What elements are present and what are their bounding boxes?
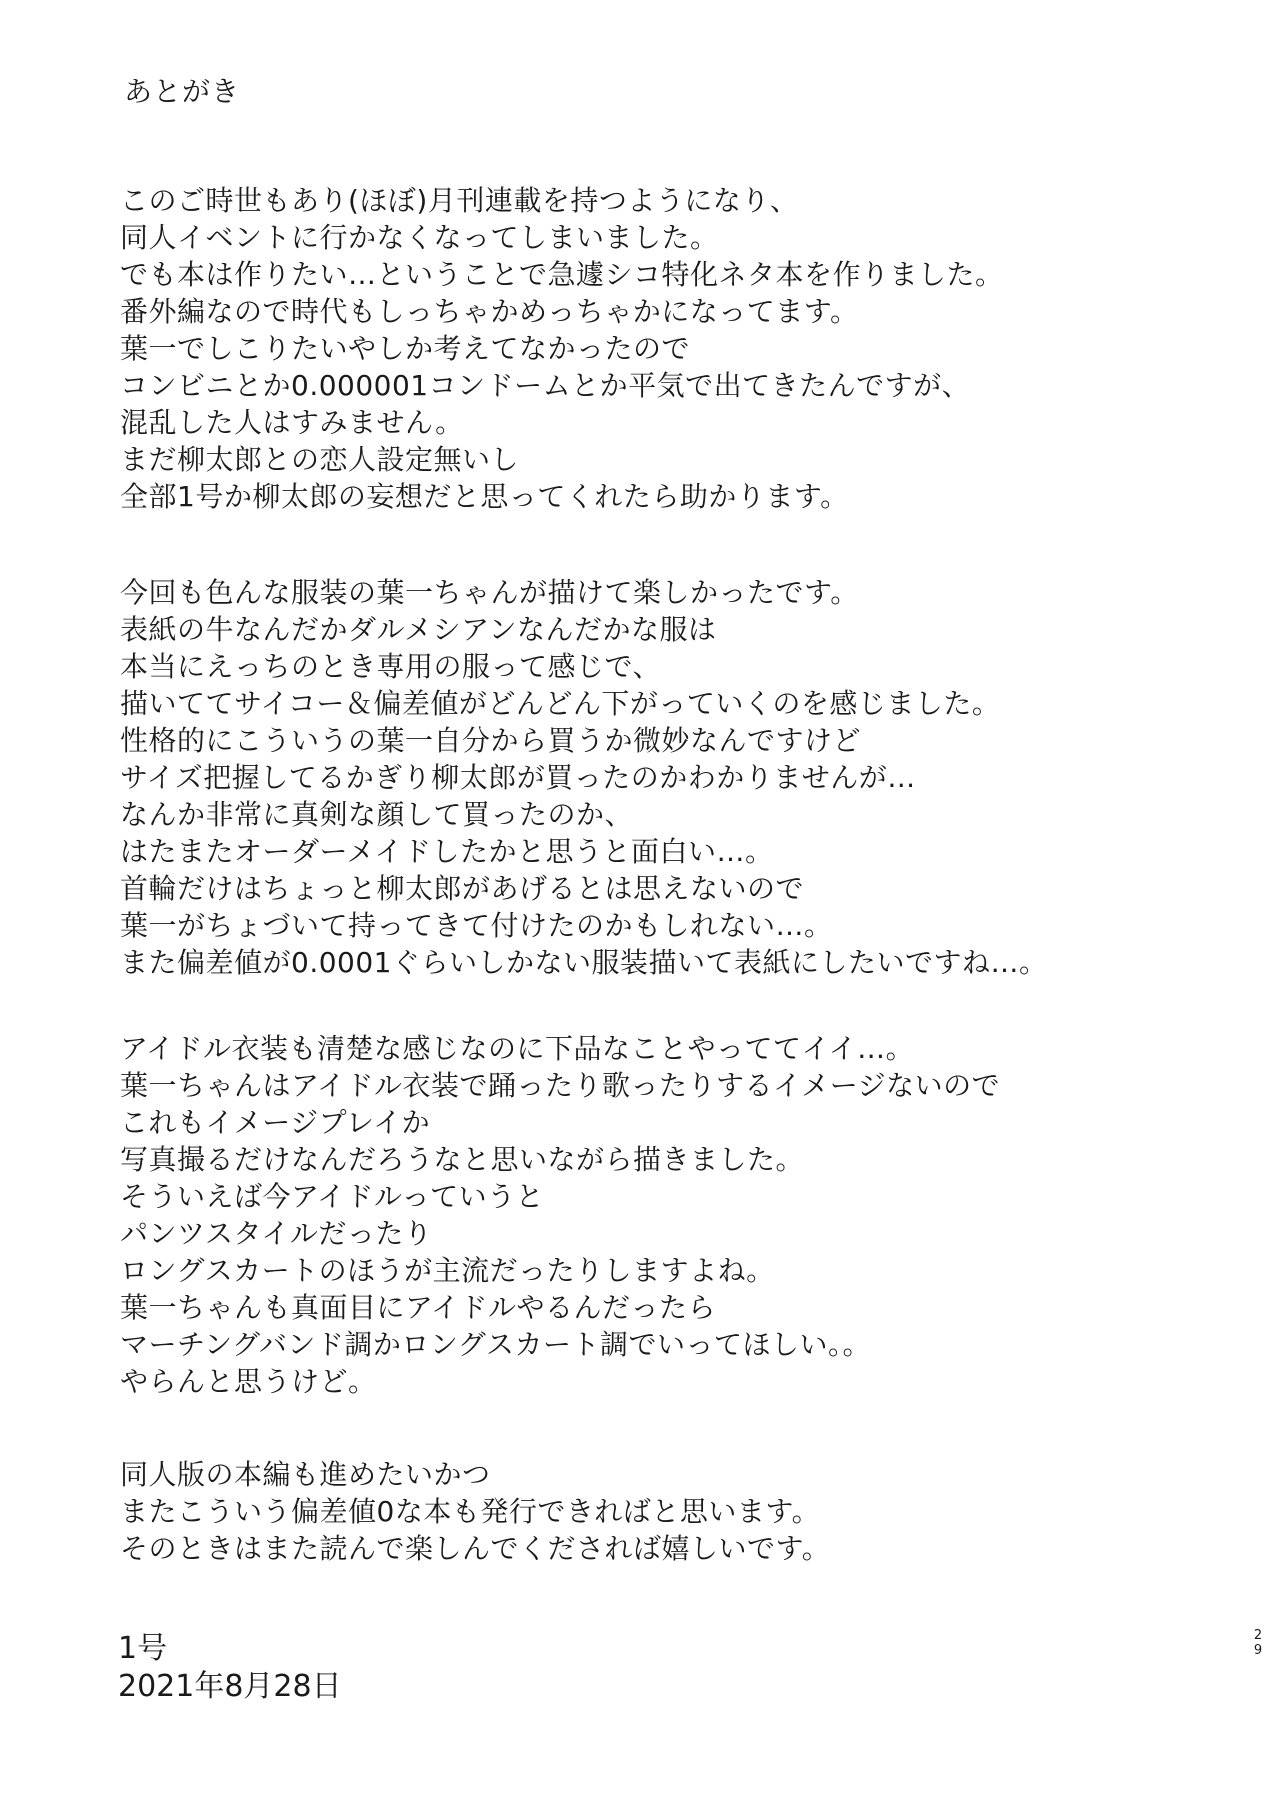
text-line: マーチングバンド調かロングスカート調でいってほしい。。 — [120, 1328, 872, 1361]
paragraph — [120, 182, 1004, 515]
paragraph — [120, 1030, 1000, 1400]
text-line: 番外編なので時代もしっちゃかめっちゃかになってます。 — [120, 295, 859, 328]
text-line: またこういう偏差値0な本も発行できればと思います。 — [120, 1495, 821, 1528]
text-line: 首輪だけはちょっと柳太郎があげるとは思えないので — [120, 872, 805, 905]
text-line: でも本は作りたい…ということで急遽シコ特化ネタ本を作りました。 — [120, 258, 1004, 291]
text-line: 描いててサイコー＆偏差値がどんどん下がっていくのを感じました。 — [120, 687, 1001, 720]
text-line: ロングスカートのほうが主流だったりしますよね。 — [120, 1254, 775, 1287]
text-line: コンビニとか0.000001コンドームとか平気で出てきたんですが、 — [120, 369, 971, 402]
text-line: そのときはまた読んで楽しんでくだされば嬉しいです。 — [120, 1532, 831, 1565]
text-line: アイドル衣装も清楚な感じなのに下品なことやっててイイ…。 — [120, 1032, 915, 1065]
text-line: これもイメージプレイか — [120, 1106, 431, 1139]
text-line: 本当にえっちのとき専用の服って感じで、 — [120, 650, 661, 683]
text-line: 葉一ちゃんも真面目にアイドルやるんだったら — [120, 1291, 716, 1324]
text-line: 同人イベントに行かなくなってしまいました。 — [120, 221, 719, 254]
text-line: 表紙の牛なんだかダルメシアンなんだかな服は — [120, 613, 717, 646]
text-line: 同人版の本編も進めたいかつ — [120, 1458, 491, 1491]
text-line: 葉一でしこりたいやしか考えてなかったので — [120, 332, 691, 365]
author-name: 1号 — [118, 1631, 168, 1666]
signature-block — [118, 1630, 342, 1706]
text-line: 葉一がちょづいて持ってきて付けたのかもしれない…。 — [120, 909, 833, 942]
text-line: そういえば今アイドルっていうと — [120, 1180, 545, 1213]
page-title: あとがき — [124, 75, 241, 108]
text-line: なんか非常に真剣な顔して買ったのか、 — [120, 798, 634, 831]
paragraph — [120, 1456, 830, 1567]
text-line: 葉一ちゃんはアイドル衣装で踊ったり歌ったりするイメージないので — [120, 1069, 1001, 1102]
text-line: はたまたオーダーメイドしたかと思うと面白い…。 — [120, 835, 774, 868]
page-number: 29 — [1253, 1628, 1263, 1658]
text-line: サイズ把握してるかぎり柳太郎が買ったのかわかりませんが… — [120, 761, 916, 794]
text-line: やらんと思うけど。 — [120, 1365, 377, 1398]
text-line: また偏差値が0.0001ぐらいしかない服装描いて表紙にしたいですね…。 — [120, 946, 1048, 979]
text-line: 写真撮るだけなんだろうなと思いながら描きました。 — [120, 1143, 805, 1176]
text-line: 混乱した人はすみません。 — [120, 406, 464, 439]
text-line: 今回も色んな服装の葉一ちゃんが描けて楽しかったです。 — [120, 576, 859, 609]
text-line: まだ柳太郎との恋人設定無いし — [120, 443, 520, 476]
text-line: パンツスタイルだったり — [120, 1217, 433, 1250]
text-line: 全部1号か柳太郎の妄想だと思ってくれたら助かります。 — [120, 480, 849, 513]
signature-date: 2021年8月28日 — [118, 1669, 342, 1704]
paragraph — [120, 574, 1047, 981]
text-line: このご時世もあり(ほぼ)月刊連載を持つようになり、 — [120, 184, 799, 217]
text-line: 性格的にこういうの葉一自分から買うか微妙なんですけど — [120, 724, 862, 757]
